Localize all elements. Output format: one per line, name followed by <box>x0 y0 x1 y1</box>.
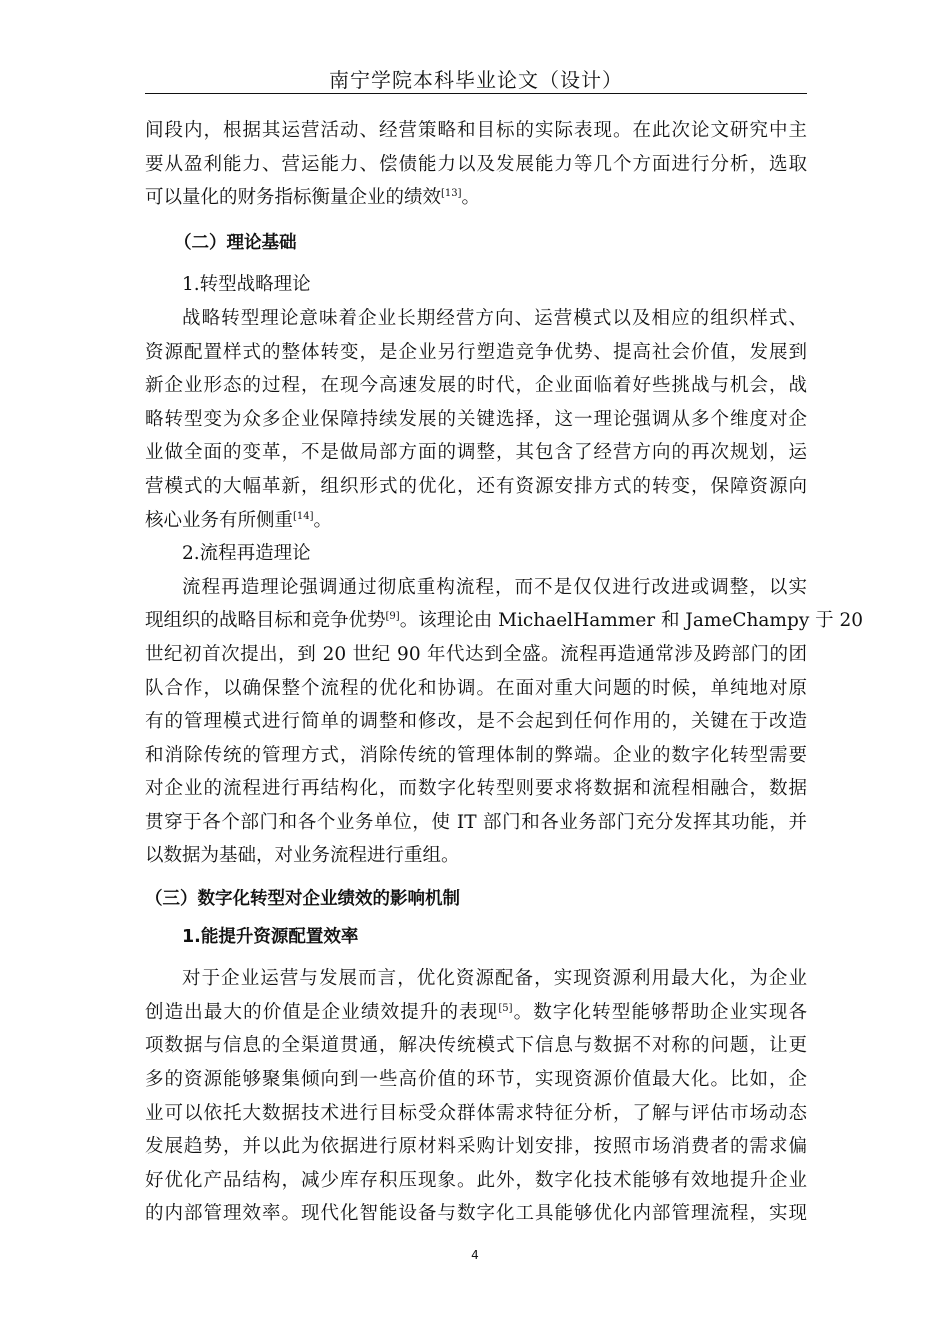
text-line: 间段内，根据其运营活动、经营策略和目标的实际表现。在此次论文研究中主 <box>145 120 807 141</box>
text-run: 现组织的战略目标和竞争优势 <box>145 610 386 632</box>
text-line: 战略转型理论意味着企业长期经营方向、运营模式以及相应的组织样式、 <box>182 307 807 329</box>
text-run: 核心业务有所侧重 <box>145 509 294 531</box>
paragraph-resource-efficiency <box>145 962 807 1231</box>
text-line: 要从盈利能力、营运能力、偿债能力以及发展能力等几个方面进行分析，选取 <box>145 153 807 175</box>
text-line: 略转型变为众多企业保障持续发展的关键选择，这一理论强调从多个维度对企 <box>145 408 807 430</box>
citation: [13] <box>441 188 462 200</box>
citation: [9] <box>385 611 400 623</box>
subsection-heading-resource-efficiency: 1.能提升资源配置效率 <box>182 926 359 947</box>
text-line: 以数据为基础，对业务流程进行重组。 <box>145 845 460 867</box>
text-line: 贯穿于各个部门和各个业务单位，使 IT 部门和各业务部门充分发挥其功能，并 <box>145 811 807 833</box>
text-line: 和消除传统的管理方式，消除传统的管理体制的弊端。企业的数字化转型需要 <box>145 744 807 766</box>
text-line <box>145 604 864 638</box>
subsection-heading-strategy: 1.转型战略理论 <box>182 274 311 296</box>
text-line: 对企业的流程进行再结构化，而数字化转型则要求将数据和流程相融合，数据 <box>145 778 807 800</box>
subsection-heading-reengineering: 2.流程再造理论 <box>182 543 311 565</box>
text-line: 流程再造理论强调通过彻底重构流程，而不是仅仅进行改进或调整，以实 <box>182 576 807 598</box>
paragraph-reengineering-theory <box>145 571 864 873</box>
text-run: 。数字化转型能够帮助企业实现各 <box>512 1001 807 1023</box>
text-line: 有的管理模式进行简单的调整和修改，是不会起到任何作用的，关键在于改造 <box>145 711 807 733</box>
text-line: 新企业形态的过程，在现今高速发展的时代，企业面临着好些挑战与机会，战 <box>145 375 807 397</box>
section-heading-mechanism: （三）数字化转型对企业绩效的影响机制 <box>145 889 460 910</box>
text-line <box>145 181 807 215</box>
text-line <box>145 504 807 538</box>
paragraph-performance-definition <box>145 114 807 215</box>
section-heading-theory: （二）理论基础 <box>174 232 297 253</box>
running-header: 南宁学院本科毕业论文（设计） <box>329 68 623 92</box>
body-text <box>145 114 864 1231</box>
text-line: 业可以依托大数据技术进行目标受众群体需求特征分析，了解与评估市场动态 <box>145 1102 807 1124</box>
page-number: 4 <box>471 1248 479 1262</box>
text-line <box>145 996 807 1030</box>
text-run: 。 <box>461 187 481 209</box>
text-line: 发展趋势，并以此为依据进行原材料采购计划安排，按照市场消费者的需求偏 <box>145 1136 807 1158</box>
text-line: 世纪初首次提出，到 20 世纪 90 年代达到全盛。流程再造通常涉及跨部门的团 <box>145 643 807 665</box>
text-line: 资源配置样式的整体转变，是企业另行塑造竞争优势、提高社会价值，发展到 <box>145 341 807 363</box>
text-line: 对于企业运营与发展而言，优化资源配备，实现资源利用最大化，为企业 <box>182 968 807 990</box>
text-line: 项数据与信息的全渠道贯通，解决传统模式下信息与数据不对称的问题，让更 <box>145 1035 807 1057</box>
text-run: 可以量化的财务指标衡量企业的绩效 <box>145 187 442 209</box>
text-line: 的内部管理效率。现代化智能设备与数字化工具能够优化内部管理流程，实现 <box>145 1203 807 1225</box>
paragraph-strategy-theory <box>145 302 807 537</box>
text-run: 创造出最大的价值是企业绩效提升的表现 <box>145 1001 499 1023</box>
text-line: 好优化产品结构，减少库存积压现象。此外，数字化技术能够有效地提升企业 <box>145 1169 807 1191</box>
text-line: 营模式的大幅革新，组织形式的优化，还有资源安排方式的转变，保障资源向 <box>145 475 807 497</box>
text-run: 。该理论由 MichaelHammer 和 JameChampy 于 20 <box>399 610 864 632</box>
header-rule <box>145 93 807 94</box>
text-line: 多的资源能够聚集倾向到一些高价值的环节，实现资源价值最大化。比如，企 <box>145 1069 807 1091</box>
text-line: 队合作，以确保整个流程的优化和协调。在面对重大问题的时候，单纯地对原 <box>145 677 807 699</box>
citation: [5] <box>498 1002 513 1014</box>
text-line: 业做全面的变革，不是做局部方面的调整，其包含了经营方向的再次规划，运 <box>145 442 807 464</box>
citation: [14] <box>293 510 314 522</box>
text-run: 。 <box>313 509 333 531</box>
